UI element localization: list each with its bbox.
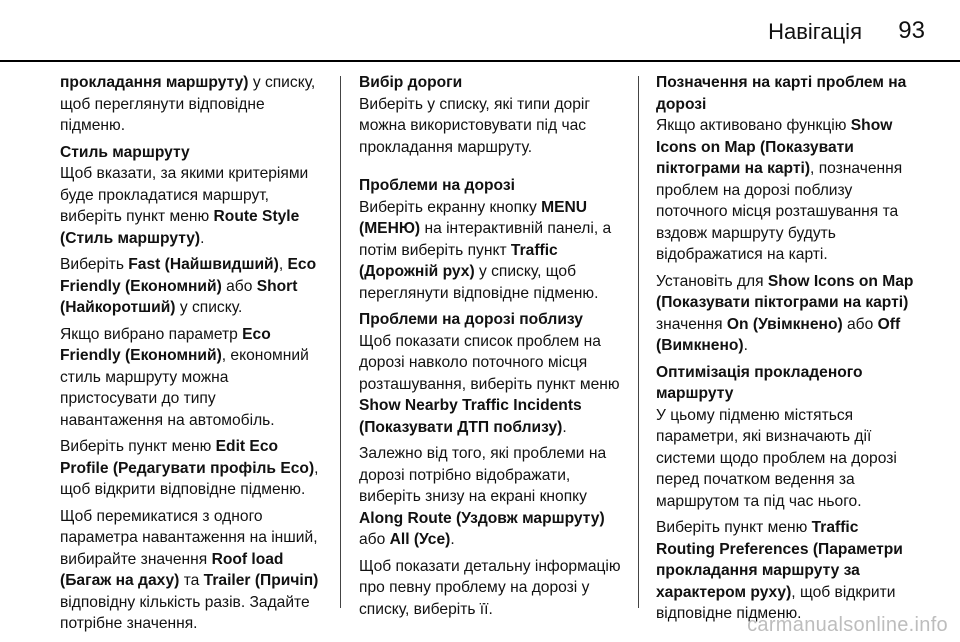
paragraph [359,197,621,305]
bold-term: Traffic Routing Preferences (Параметри прокладання маршруту за характером руху) [656,519,903,601]
column-divider-left [340,76,341,608]
bold-term: Eco Friendly (Економний) [60,325,271,364]
text-run: Виберіть пункт меню [656,519,812,536]
section-heading-road-choice: Вибір дороги [359,74,463,91]
bold-term: Short (Найкоротший) [60,277,298,316]
text-run: відповідну кількість разів. Задайте потрібне значення. [60,593,310,632]
paragraph: Щоб показати детальну інформацію про певну проблему на дорозі у списку, виберіть її. [359,557,621,618]
paragraph [60,254,322,319]
text-run: , щоб відкрити відповідне підменю. [656,583,896,622]
text-run: , щоб відкрити відповідне підменю. [60,459,319,498]
text-run: , [278,256,288,273]
bold-term: Eco Friendly (Економний) [60,256,317,295]
text-run: Установіть для [656,272,768,290]
page-number: 93 [898,17,925,44]
paragraph [359,443,621,551]
bold-term: Along Route (Уздовж маршруту) [359,509,605,527]
text-run: . [450,531,455,548]
text-run: значення [656,315,727,333]
section-heading-map-icons: Позначення на карті проблем на дорозі [656,74,907,113]
section-heading-route-optimization: Оптимізація прокладеного маршруту [656,363,863,402]
text-run: Залежно від того, які проблеми на дорозі потрібно відображати, виберіть знизу на екрані кнопку [359,445,607,505]
paragraph [656,271,918,357]
section-heading-nearby-traffic: Проблеми на дорозі поблизу [359,311,583,328]
paragraph [60,436,322,501]
text-run: Щоб показати список проблем на дорозі навколо поточного місця розташування, виберіть пункт меню [359,332,620,393]
bold-term: Edit Eco Profile (Редагувати профіль Eco) [60,438,315,477]
text-run: у списку. [175,299,243,316]
text-run: Виберіть пункт меню [60,438,216,455]
text-run: , економний стиль маршруту можна пристосувати до типу навантаження на автомобіль. [60,347,309,429]
text-run: у списку, щоб переглянути відповідне підменю. [60,74,316,134]
text-run: у списку, щоб переглянути відповідне підменю. [359,263,599,302]
bold-term: Roof load (Багаж на даху) [60,550,284,589]
bold-term: Trailer (Причіп) [203,572,319,589]
paragraph [359,331,621,439]
paragraph [60,72,322,137]
bold-term: Traffic (Дорожній рух) [359,241,558,280]
text-run: Якщо активовано функцію [656,117,851,134]
text-run: Щоб перемикатися з одного параметра навантаження на інший, вибирайте значення [60,507,318,568]
bold-term: Show Icons on Map (Показувати піктограми на карті) [656,272,914,311]
page-header [0,0,960,62]
paragraph: Виберіть у списку, які типи доріг можна використовувати під час прокладання маршруту. [359,95,591,156]
bold-term: прокладання маршруту) [60,74,249,91]
column-left [60,72,322,640]
text-run: , позначення проблем на дорозі поблизу поточного місця розташування та вздовж маршруту будуть відображатися на карті. [656,160,903,263]
column-middle [359,72,621,625]
bold-term: Route Style (Стиль маршруту) [60,208,300,247]
paragraph [60,506,322,635]
section-heading-route-style: Стиль маршруту [60,143,190,161]
text-run: Виберіть [60,256,129,273]
bold-term: Off (Вимкнено) [656,315,901,354]
paragraph: У цьому підменю містяться параметри, які визначають дії системи щодо проблем на дорозі перед початком ведення за маршрутом та під час нього. [656,406,897,510]
page-title: Навігація [768,19,862,44]
bold-term: All (Усе) [389,531,451,548]
paragraph [656,115,918,266]
text-run: або [359,531,390,548]
column-divider-right [638,76,639,608]
text-run: . [562,418,567,436]
text-run: Виберіть екранну кнопку [359,198,542,216]
text-run: або [221,277,257,295]
text-run: на інтерактивній панелі, а потім виберіть пункт [359,220,612,259]
paragraph [60,163,322,249]
text-run: та [179,572,204,589]
paragraph [60,324,322,432]
text-run: Якщо вибрано параметр [60,325,243,343]
bold-term: On (Увімкнено) [726,315,843,333]
section-heading-traffic: Проблеми на дорозі [359,177,515,194]
bold-term: MENU (МЕНЮ) [359,198,588,237]
watermark: carmanualsonline.info [747,614,948,636]
text-run: Щоб вказати, за якими критеріями буде прокладатися маршрут, виберіть пункт меню [60,165,309,225]
bold-term: Fast (Найшвидший) [128,256,279,273]
bold-term: Show Nearby Traffic Incidents (Показувати ДТП поблизу) [359,397,582,436]
bold-term: Show Icons on Map (Показувати піктограми на карті) [656,117,893,177]
paragraph [656,517,918,625]
column-right [656,72,918,630]
text-run: . [743,337,748,354]
text-run: . [200,229,205,247]
text-run: або [842,315,878,333]
